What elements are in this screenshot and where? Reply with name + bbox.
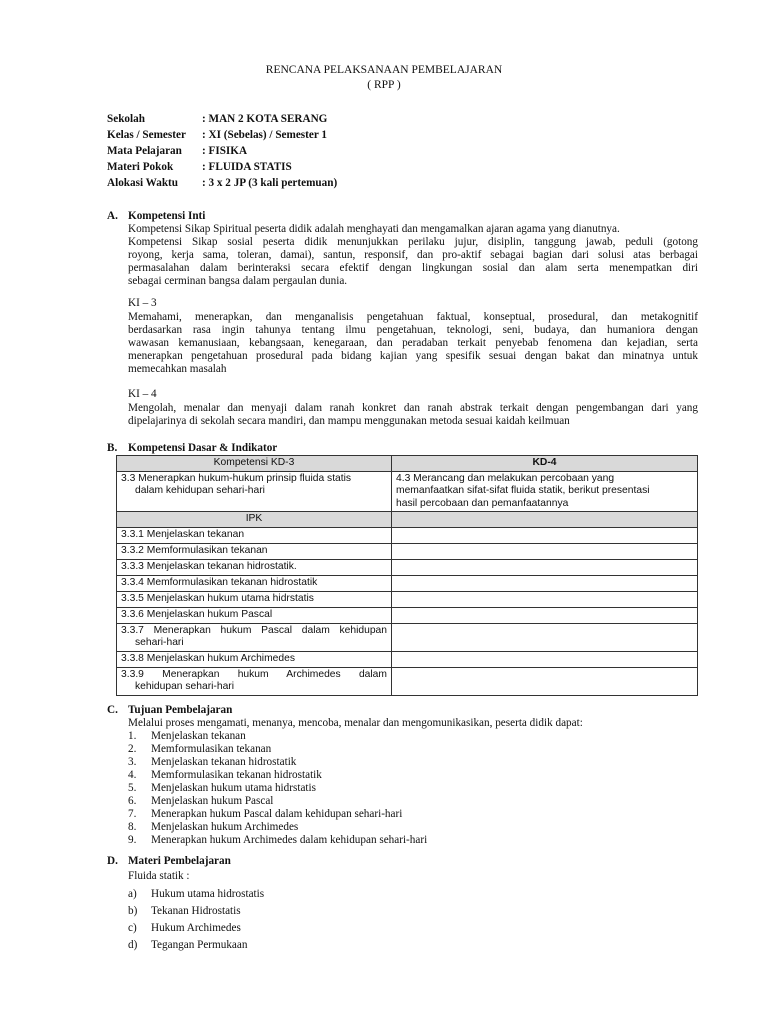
kd4-line: memanfaatkan sifat-sifat fluida statik, berikut presentasi <box>396 485 650 496</box>
item-number: 8. <box>128 821 137 833</box>
ipk-header-row <box>117 512 698 528</box>
column-header-kd3: Kompetensi KD-3 <box>117 456 392 472</box>
kd4-line: hasil percobaan dan pemanfaatannya <box>396 497 569 509</box>
item-text: Hukum utama hidrostatis <box>151 888 265 900</box>
kd3-line: 3.3 Menerapkan hukum-hukum prinsip fluida statis <box>121 472 352 484</box>
kd-row <box>117 471 698 512</box>
ipk-line: kehidupan sehari-hari <box>135 681 235 692</box>
ki2-line: sebagai cerminan bangsa dalam pergaulan dunia. <box>128 275 348 287</box>
ki2-line: royong, kerja sama, toleran, damai), santun, responsif, dan pro-aktif sebagai bagian dari solusi atas berbagai <box>128 249 698 261</box>
ipk-line: 3.3.7 Menerapkan hukum Pascal dalam kehidupan <box>121 624 387 636</box>
ipk-cell: 3.3.8 Menjelaskan hukum Archimedes <box>117 651 392 667</box>
list-item <box>128 756 427 769</box>
section-title: Kompetensi Dasar & Indikator <box>128 442 278 454</box>
table-row <box>117 623 698 651</box>
empty-cell <box>392 651 698 667</box>
item-number: 9. <box>128 834 137 846</box>
ipk-cell: 3.3.4 Memformulasikan tekanan hidrostatik <box>117 575 392 591</box>
item-number: 6. <box>128 795 137 807</box>
item-text: Memformulasikan tekanan <box>151 743 272 755</box>
ki4-paragraph <box>128 402 698 428</box>
empty-cell <box>392 667 698 695</box>
tujuan-list <box>128 730 427 847</box>
list-item <box>128 795 427 808</box>
empty-cell <box>392 543 698 559</box>
identity-label: Alokasi Waktu <box>107 177 178 189</box>
ipk-cell: 3.3.1 Menjelaskan tekanan <box>117 527 392 543</box>
empty-cell <box>392 527 698 543</box>
list-item <box>128 920 264 937</box>
ipk-line: 3.3.9 Menerapkan hukum Archimedes dalam <box>121 668 387 680</box>
table-row <box>117 591 698 607</box>
table-row <box>117 651 698 667</box>
document-subtitle: ( RPP ) <box>367 79 401 91</box>
table-row <box>117 543 698 559</box>
section-letter: A. <box>107 210 118 222</box>
table-row <box>117 559 698 575</box>
section-title: Kompetensi Inti <box>128 210 206 222</box>
ki2-paragraph <box>128 236 698 288</box>
section-c-heading <box>107 704 232 717</box>
ki3-label: KI – 3 <box>128 297 157 309</box>
table-row <box>117 667 698 695</box>
ipk-cell: 3.3.2 Memformulasikan tekanan <box>117 543 392 559</box>
item-text: Tekanan Hidrostatis <box>151 905 241 917</box>
item-number: d) <box>128 939 138 951</box>
ipk-line: sehari-hari <box>135 637 184 648</box>
ki3-line: Memahami, menerapkan, dan menganalisis pengetahuan faktual, konseptual, prosedural, dan metakognitif <box>128 311 698 323</box>
item-number: 3. <box>128 756 137 768</box>
identity-label: Kelas / Semester <box>107 129 186 141</box>
list-item <box>128 821 427 834</box>
kd3-line: dalam kehidupan sehari-hari <box>135 485 265 496</box>
ipk-header-blank <box>392 512 698 528</box>
kd4-cell <box>392 471 698 512</box>
identity-label: Mata Pelajaran <box>107 145 182 157</box>
identity-label: Materi Pokok <box>107 161 174 173</box>
item-text: Menjelaskan hukum Pascal <box>151 795 274 807</box>
item-text: Menerapkan hukum Archimedes dalam kehidupan sehari-hari <box>151 834 428 846</box>
column-header-kd4: KD-4 <box>392 456 698 472</box>
identity-value: : MAN 2 KOTA SERANG <box>202 113 328 125</box>
ki2-line: permasalahan dalam berinteraksi secara efektif dengan lingkungan sosial dan alam serta menempatkan diri <box>128 262 698 274</box>
identity-value: : FISIKA <box>202 145 248 157</box>
identity-label: Sekolah <box>107 113 145 125</box>
materi-list <box>128 886 264 954</box>
item-text: Menjelaskan tekanan hidrostatik <box>151 756 297 768</box>
table-row <box>117 607 698 623</box>
section-b-heading <box>107 442 277 455</box>
table-header-row <box>117 456 698 472</box>
ipk-cell-multiline <box>117 623 392 651</box>
item-number: 4. <box>128 769 137 781</box>
list-item <box>128 743 427 756</box>
ki1-paragraph <box>128 223 698 236</box>
item-number: b) <box>128 905 138 917</box>
list-item <box>128 834 427 847</box>
empty-cell <box>392 623 698 651</box>
kd-indicator-table <box>116 455 698 696</box>
list-item <box>128 730 427 743</box>
ipk-cell-multiline <box>117 667 392 695</box>
list-item <box>128 937 264 954</box>
section-a-heading <box>107 210 205 223</box>
empty-cell <box>392 559 698 575</box>
list-item <box>128 903 264 920</box>
item-text: Hukum Archimedes <box>151 922 241 934</box>
ipk-header: IPK <box>117 512 392 528</box>
ki1-line: Kompetensi Sikap Spiritual peserta didik adalah menghayati dan mengamalkan ajaran agama yang dianutnya. <box>128 223 620 235</box>
empty-cell <box>392 607 698 623</box>
ki3-line: memecahkan masalah <box>128 363 227 375</box>
ki4-label: KI – 4 <box>128 388 157 400</box>
item-text: Menerapkan hukum Pascal dalam kehidupan sehari-hari <box>151 808 403 820</box>
item-number: 7. <box>128 808 137 820</box>
section-title: Tujuan Pembelajaran <box>128 704 233 716</box>
item-text: Menjelaskan tekanan <box>151 730 246 742</box>
ki4-line: Mengolah, menalar dan menyaji dalam ranah konkret dan ranah abstrak terkait dengan pengembangan dari yang <box>128 402 698 414</box>
item-text: Memformulasikan tekanan hidrostatik <box>151 769 322 781</box>
item-number: 1. <box>128 730 137 742</box>
section-letter: D. <box>107 855 118 867</box>
item-number: c) <box>128 922 137 934</box>
materi-intro: Fluida statik : <box>128 870 190 882</box>
table-row <box>117 527 698 543</box>
ki3-paragraph <box>128 311 698 376</box>
ipk-cell: 3.3.5 Menjelaskan hukum utama hidrstatis <box>117 591 392 607</box>
kd3-cell <box>117 471 392 512</box>
item-text: Tegangan Permukaan <box>151 939 248 951</box>
empty-cell <box>392 591 698 607</box>
table-row <box>117 575 698 591</box>
section-title: Materi Pembelajaran <box>128 855 231 867</box>
item-number: 2. <box>128 743 137 755</box>
item-text: Menjelaskan hukum Archimedes <box>151 821 299 833</box>
item-text: Menjelaskan hukum utama hidrstatis <box>151 782 316 794</box>
list-item <box>128 782 427 795</box>
tujuan-intro: Melalui proses mengamati, menanya, mencoba, menalar dan mengomunikasikan, peserta didik dapat: <box>128 717 583 729</box>
identity-value: : FLUIDA STATIS <box>202 161 292 173</box>
ki2-line: Kompetensi Sikap sosial peserta didik menunjukkan perilaku jujur, disiplin, tanggung jawab, peduli (gotong <box>128 236 698 248</box>
ki3-line: berdasarkan rasa ingin tahunya tentang ilmu pengetahuan, teknologi, seni, budaya, dan humaniora dengan <box>128 324 698 336</box>
ipk-cell: 3.3.3 Menjelaskan tekanan hidrostatik. <box>117 559 392 575</box>
item-number: a) <box>128 888 137 900</box>
ki3-line: menerapkan pengetahuan prosedural pada bidang kajian yang spesifik sesuai dengan bakat dan minatnya untuk <box>128 350 698 362</box>
ipk-cell: 3.3.6 Menjelaskan hukum Pascal <box>117 607 392 623</box>
ki4-line: dipelajarinya di sekolah secara mandiri, dan mampu menggunakan metoda sesuai kaidah keilmuan <box>128 415 570 427</box>
identity-value: : 3 x 2 JP (3 kali pertemuan) <box>202 177 338 189</box>
list-item <box>128 808 427 821</box>
kd4-line: 4.3 Merancang dan melakukan percobaan yang <box>396 472 615 484</box>
document-title: RENCANA PELAKSANAAN PEMBELAJARAN <box>265 64 503 76</box>
identity-value: : XI (Sebelas) / Semester 1 <box>202 129 328 141</box>
list-item <box>128 886 264 903</box>
section-letter: C. <box>107 704 118 716</box>
list-item <box>128 769 427 782</box>
empty-cell <box>392 575 698 591</box>
section-letter: B. <box>107 442 118 454</box>
section-d-heading <box>107 855 231 868</box>
item-number: 5. <box>128 782 137 794</box>
ki3-line: wawasan kemanusiaan, kebangsaan, kenegaraan, dan peradaban terkait penyebab fenomena dan kejadian, serta <box>128 337 698 349</box>
